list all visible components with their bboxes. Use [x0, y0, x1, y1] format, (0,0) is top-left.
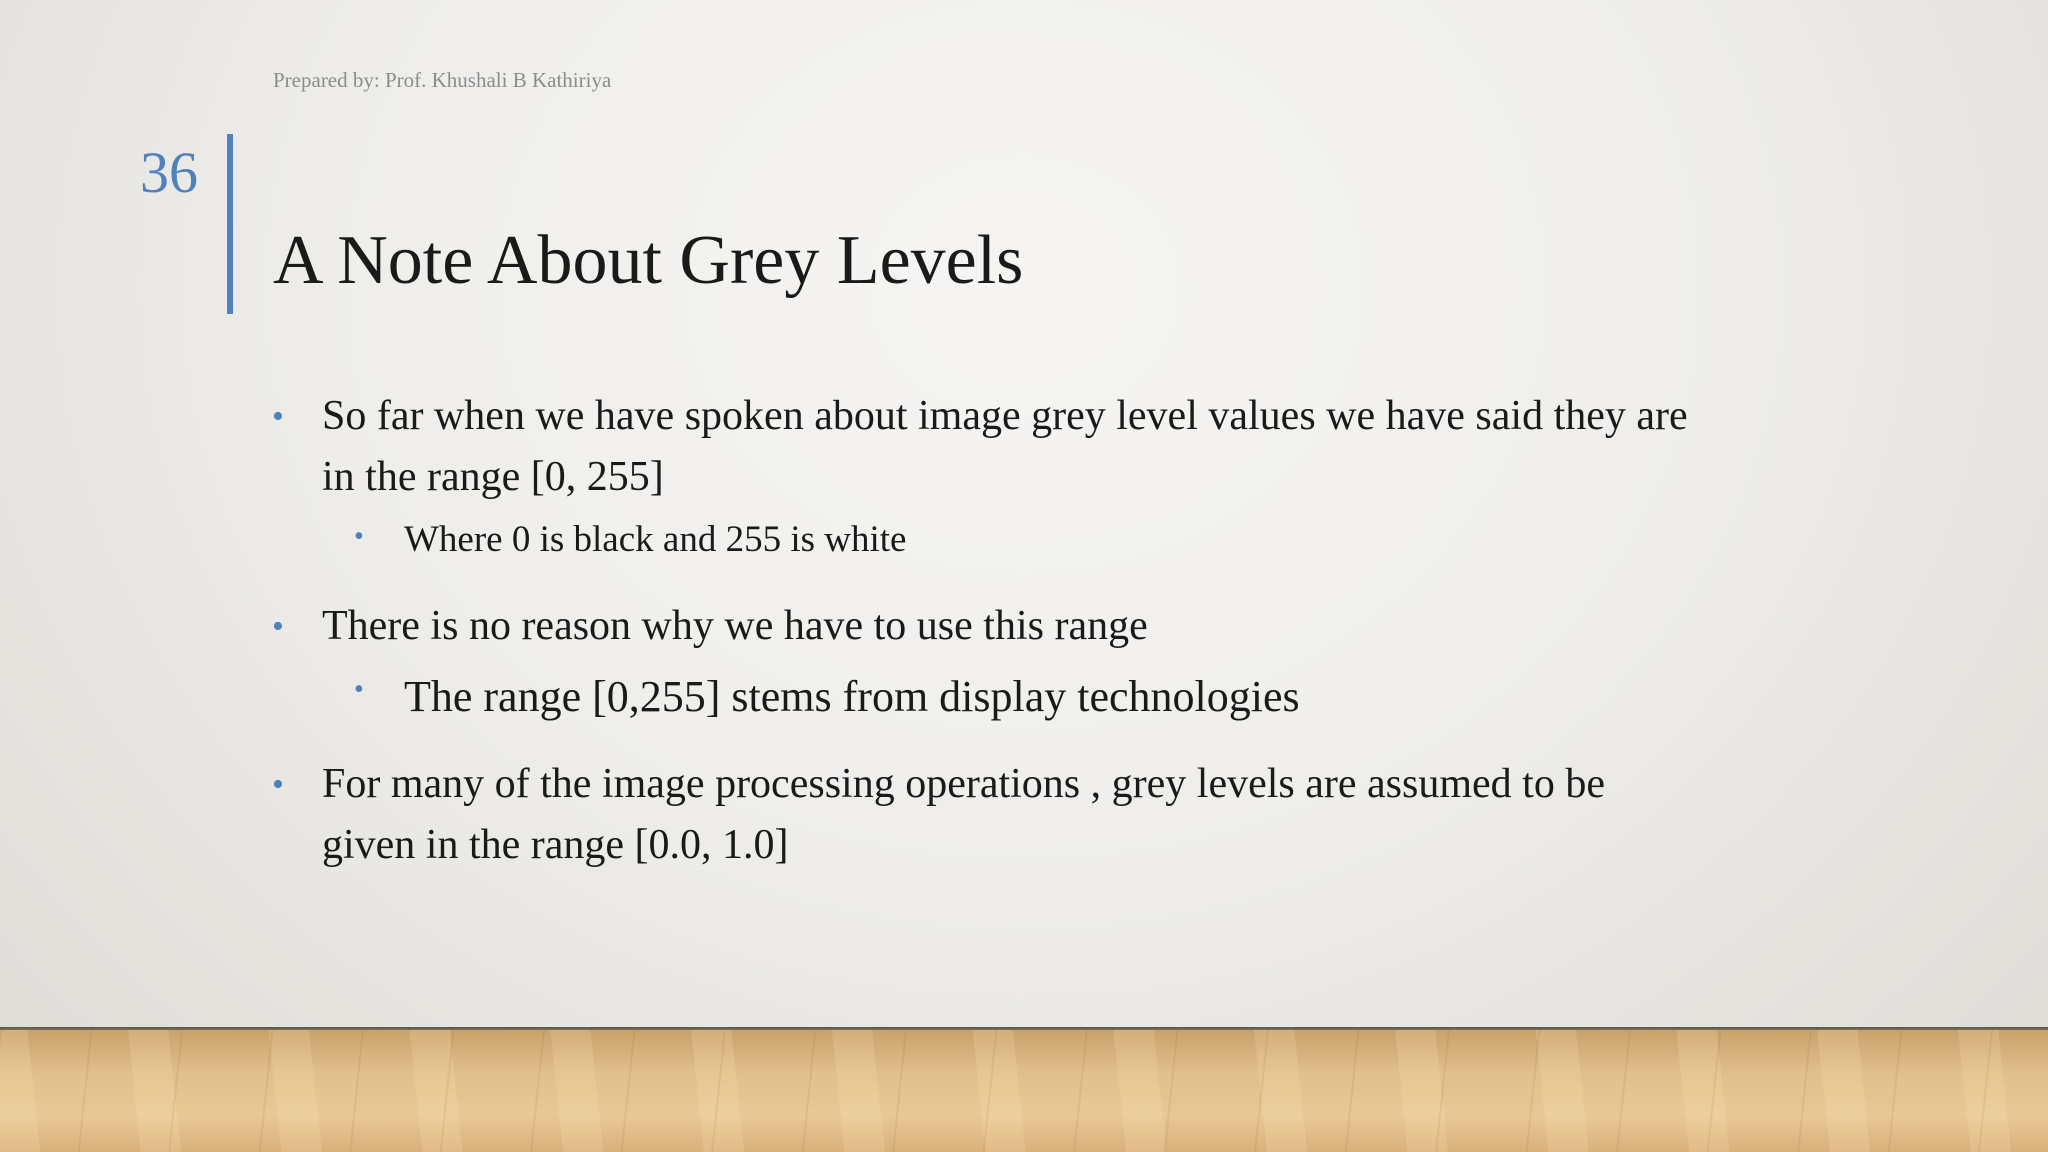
slide-title: A Note About Grey Levels	[273, 222, 1024, 299]
bullet-text: So far when we have spoken about image grey level values we have said they are in the range [0, 255]	[322, 393, 1688, 500]
bullet-item	[272, 386, 1702, 508]
bullet-text: There is no reason why we have to use this range	[322, 603, 1148, 649]
bullet-dot-icon: •	[354, 674, 364, 705]
bullet-dot-icon: •	[272, 398, 284, 435]
sub-bullet-text: Where 0 is black and 255 is white	[404, 519, 907, 560]
bullet-item	[272, 754, 1702, 876]
bullet-dot-icon: •	[354, 521, 364, 552]
title-accent-bar	[227, 134, 233, 314]
bullet-item	[272, 596, 1702, 657]
bullet-dot-icon: •	[272, 608, 284, 645]
sub-bullet-item	[354, 518, 907, 562]
slide-number: 36	[140, 140, 198, 205]
sub-bullet-text: The range [0,255] stems from display technologies	[404, 672, 1300, 721]
prepared-by-header: Prepared by: Prof. Khushali B Kathiriya	[273, 68, 612, 92]
sub-bullet-item	[354, 671, 1300, 724]
bullet-text: For many of the image processing operations , grey levels are assumed to be given in the range [0.0, 1.0]	[322, 761, 1605, 868]
bullet-dot-icon: •	[272, 766, 284, 803]
wood-floor-background	[0, 1030, 2048, 1152]
